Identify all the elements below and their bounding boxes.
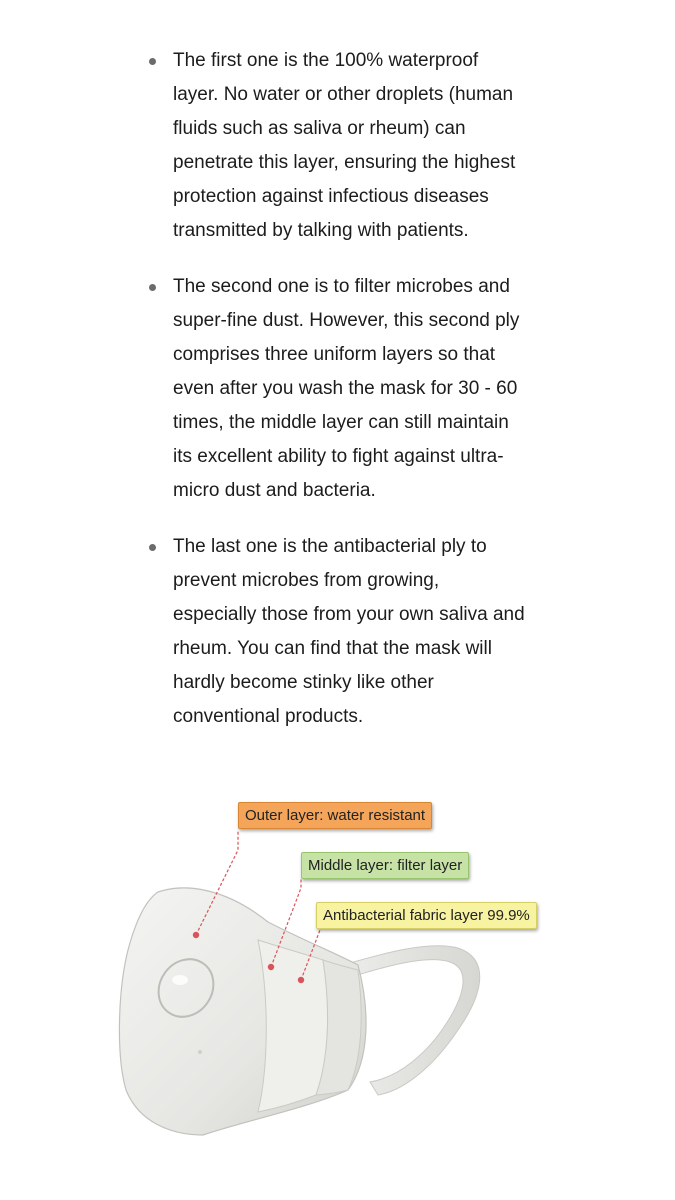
mask-layers-figure — [108, 790, 568, 1160]
face-mask-illustration — [108, 790, 568, 1160]
bullet-text: The first one is the 100% waterproof layer. No water or other droplets (human fluids such as saliva or rheum) can penetrate this layer, ensuring the highest protection against infectious diseases transmitted by talking with patients. — [173, 50, 516, 241]
bullet-text: The last one is the antibacterial ply to prevent microbes from growing, especially those from your own saliva and rheum. You can find that the mask will hardly become stinky like other conventional products. — [173, 536, 525, 727]
middle-layer-label: Middle layer: filter layer — [301, 852, 469, 879]
list-item — [145, 530, 525, 734]
bullet-dot-icon — [149, 544, 156, 551]
bullet-list — [145, 44, 525, 756]
bullet-dot-icon — [149, 58, 156, 65]
list-item — [145, 44, 525, 248]
droplet-highlight — [172, 975, 188, 985]
antibacterial-layer-label: Antibacterial fabric layer 99.9% — [316, 902, 537, 929]
bullet-text: The second one is to filter microbes and super-fine dust. However, this second ply comprises three uniform layers so that even after you wash the mask for 30 - 60 times, the middle layer can still maintain its excellent ability to fight against ultra-micro dust and bacteria. — [173, 276, 520, 501]
small-droplet-icon — [198, 1050, 202, 1054]
bullet-dot-icon — [149, 284, 156, 291]
list-item — [145, 270, 525, 508]
antibacterial-marker-dot — [298, 977, 304, 983]
outer-marker-dot — [193, 932, 199, 938]
middle-marker-dot — [268, 964, 274, 970]
outer-layer-label: Outer layer: water resistant — [238, 802, 432, 829]
